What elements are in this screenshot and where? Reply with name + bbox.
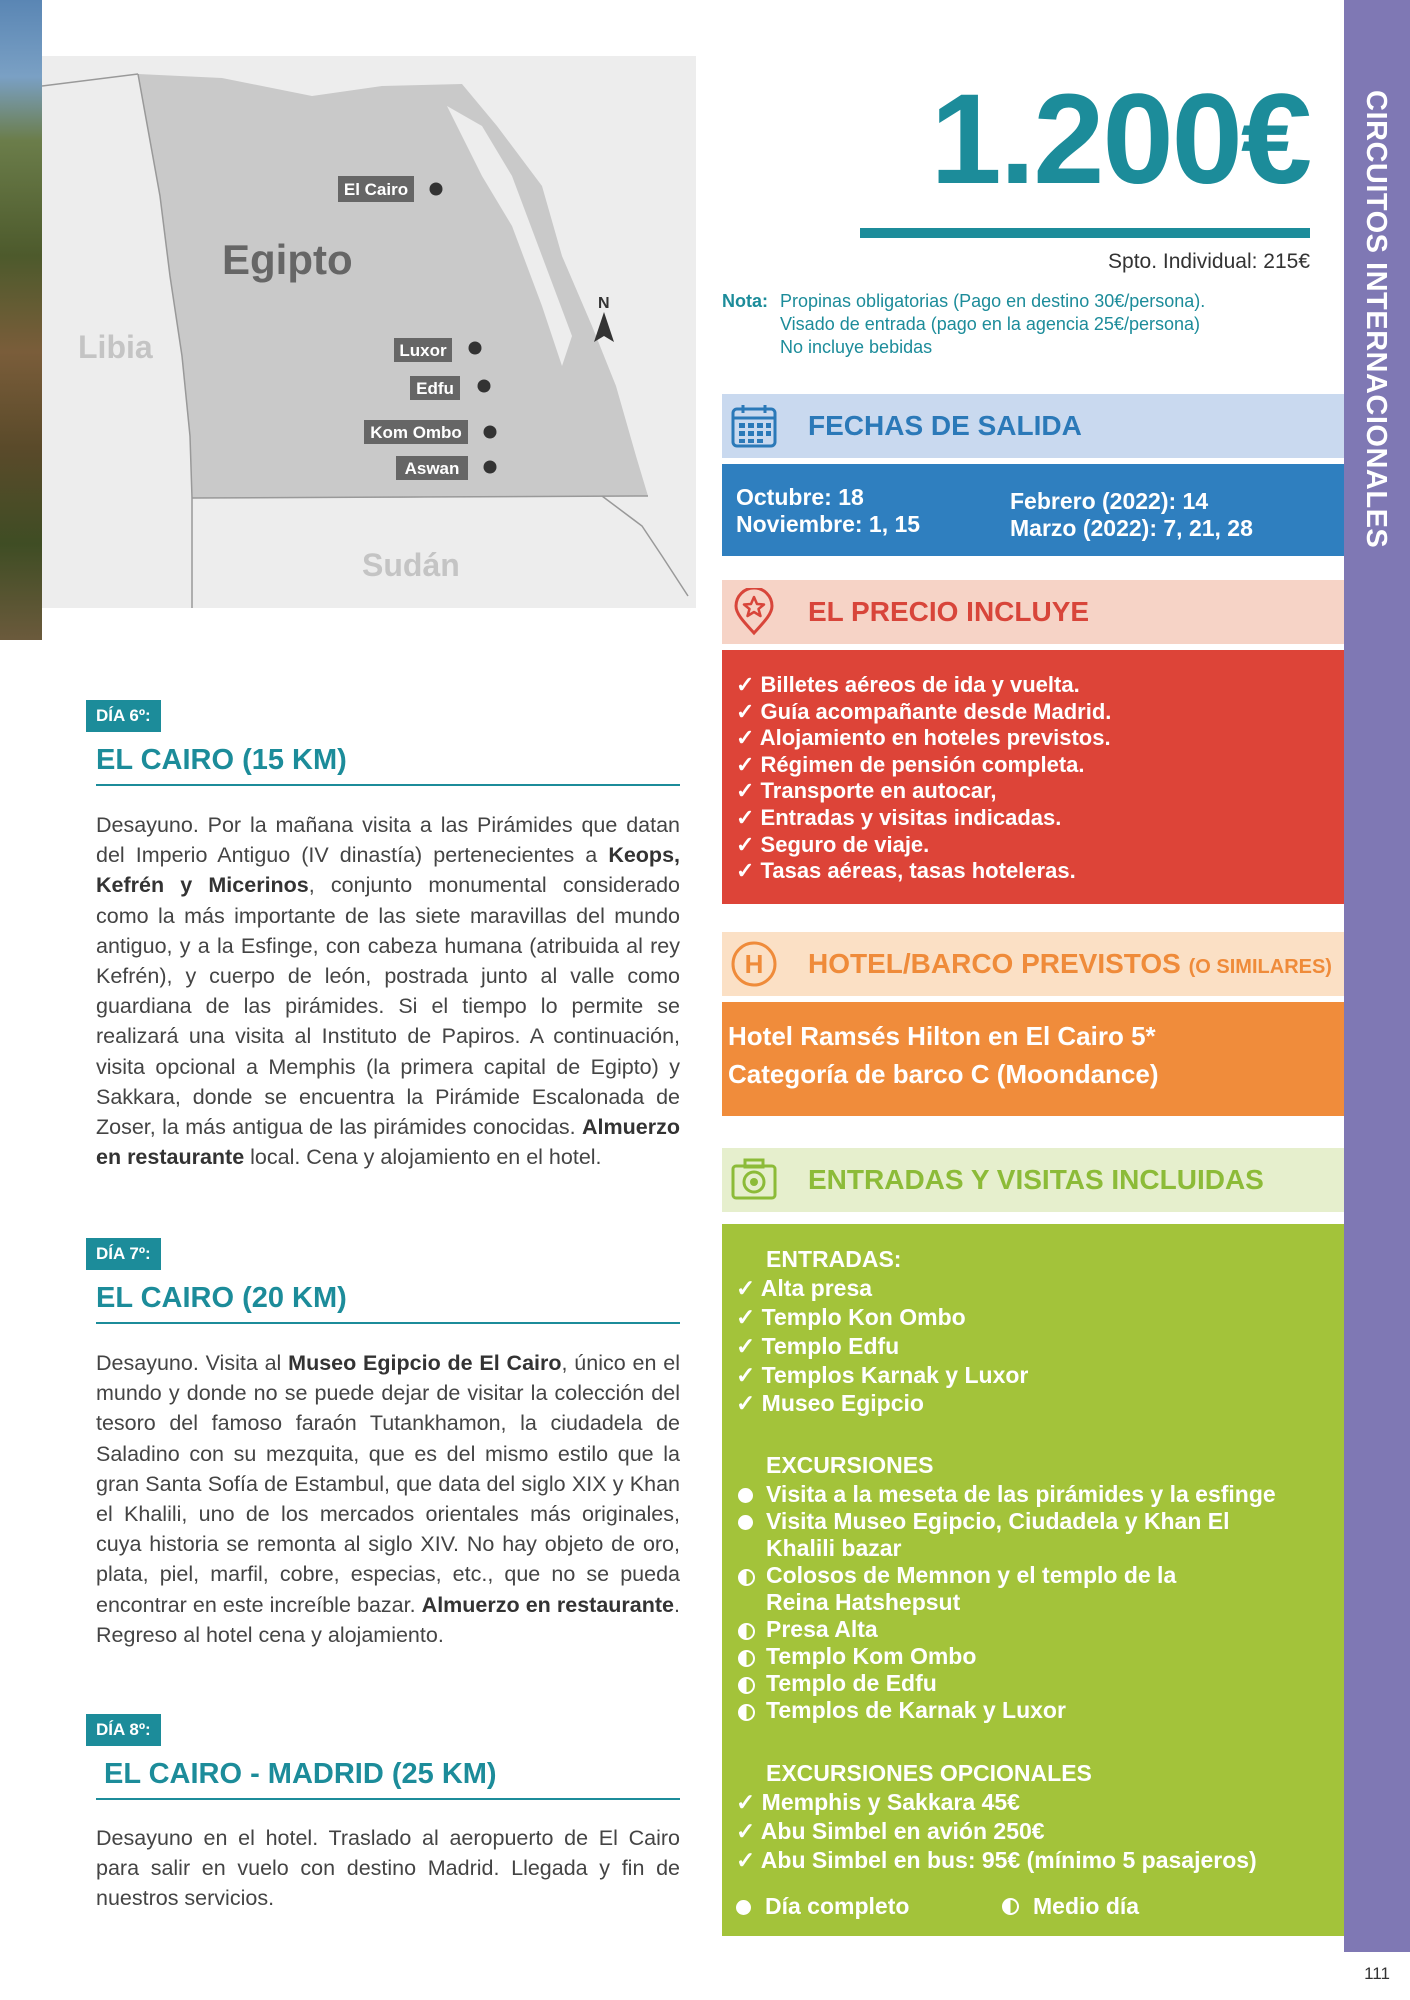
excursion-line: Reina Hatshepsut — [766, 1589, 961, 1615]
svg-text:Edfu: Edfu — [416, 379, 454, 398]
subsection-title: EXCURSIONES — [766, 1452, 934, 1478]
date-line: Noviembre: 1, 15 — [736, 511, 921, 537]
sidebar-label: CIRCUITOS INTERNACIONALES — [1360, 90, 1392, 549]
note-line: No incluye bebidas — [780, 337, 933, 357]
excursion-line: Khalili bazar — [766, 1535, 902, 1561]
day-title: EL CAIRO (15 KM) — [96, 744, 347, 776]
section-title: HOTEL/BARCO PREVISTOS (O SIMILARES) — [808, 948, 1332, 979]
legend-half-day: Medio día — [1002, 1892, 1139, 1920]
excursion-line: Templos de Karnak y Luxor — [766, 1697, 1066, 1723]
note-line: Propinas obligatorias (Pago en destino 30€/persona). — [780, 291, 1206, 311]
half-circle-icon — [738, 1650, 755, 1667]
svg-text:El Cairo: El Cairo — [343, 180, 409, 199]
text-span: , conjunto monumental considerado como la más importante de las siete maravillas del mundo antiguo, y a la Esfinge, con cabeza humana (atribuida al rey Kefrén), y cuerpo de león, postrada junto al valle como guardiana de las pirámides. Si el tiempo lo permite se realizará una visita al Instituto de Papiros. A continuación, visita opcional a Memphis (la primera capital de Egipto) y Sakkara, donde se encuentra la Pirámide Escalonada de Zoser, la más antigua de las pirámides conocidas. — [96, 873, 680, 1140]
subsection-title: EXCURSIONES OPCIONALES — [766, 1760, 1092, 1786]
star-pin-icon — [730, 588, 778, 636]
subsection-title: ENTRADAS: — [766, 1246, 902, 1272]
list-item: ✓ Entradas y visitas indicadas. — [736, 804, 1062, 830]
list-item: ✓ Transporte en autocar, — [736, 778, 997, 804]
day-divider — [96, 1322, 680, 1324]
list-item: ✓ Régimen de pensión completa. — [736, 751, 1085, 777]
price-includes-body — [722, 650, 1344, 904]
day-badge: DÍA 6º: — [86, 700, 161, 732]
section-title: EL PRECIO INCLUYE — [808, 596, 1090, 627]
price-includes-header — [722, 580, 1344, 644]
excursion-line: Visita a la meseta de las pirámides y la esfinge — [766, 1481, 1276, 1507]
hotel-header — [722, 932, 1344, 996]
departure-dates-body — [722, 464, 1344, 556]
excursion-line: Templo Kom Ombo — [766, 1643, 977, 1669]
list-item: ✓ Billetes aéreos de ida y vuelta. — [736, 672, 1080, 697]
map-neighbor-libia: Libia — [78, 329, 153, 365]
list-item: ✓ Seguro de viaje. — [736, 831, 930, 857]
text-span: . Regreso al hotel cena y alojamiento. — [96, 1592, 680, 1647]
day-description — [96, 1348, 680, 1650]
excursion-line: Presa Alta — [766, 1616, 878, 1642]
hotel-body — [722, 1002, 1344, 1116]
section-title: ENTRADAS Y VISITAS INCLUIDAS — [808, 1164, 1264, 1195]
half-circle-icon — [1002, 1898, 1019, 1915]
visits-body — [722, 1224, 1344, 1936]
excursion-line: Templo de Edfu — [766, 1670, 937, 1696]
list-item: ✓ Alojamiento en hoteles previstos. — [736, 725, 1111, 751]
svg-text:H: H — [744, 949, 764, 979]
egypt-map — [42, 56, 696, 608]
day-divider — [96, 784, 680, 786]
day-description — [96, 1823, 680, 1914]
day-description — [96, 810, 680, 1172]
half-circle-icon — [738, 1623, 755, 1640]
list-item: ✓ Templo Kon Ombo — [736, 1304, 966, 1330]
date-line: Octubre: 18 — [736, 484, 864, 510]
map-neighbor-sudan: Sudán — [362, 547, 460, 583]
text-span: , único en el mundo y donde no se puede dejar de visitar la colección del tesoro del famoso faraón Tutankhamon, la ciudadela de Saladino con su mezquita, que es del mismo estilo que la gran Santa Sofía de Estambul, que data del siglo XIX y Khan el Khalili, uno de los mercados orientales más originales, cuya historia se remonta al siglo XIV. No hay objeto de oro, plata, piel, marfil, cobre, especias, etc., que no se pueda encontrar en este increíble bazar. — [96, 1351, 680, 1617]
text-span: Desayuno. Por la mañana visita a las Pirámides que datan del Imperio Antiguo (IV dinastía) pertenecientes a — [96, 813, 680, 868]
list-item: ✓ Memphis y Sakkara 45€ — [736, 1789, 1020, 1815]
svg-text:Luxor: Luxor — [399, 341, 447, 360]
camera-icon — [730, 1156, 778, 1204]
legend-full-day: Día completo — [736, 1892, 909, 1920]
text-span: Desayuno en el hotel. Traslado al aeropuerto de El Cairo para salir en vuelo con destino Madrid. Llegada y fin de nuestros servicios. — [96, 1826, 680, 1911]
single-supplement: Spto. Individual: 215€ — [1108, 250, 1310, 273]
full-circle-icon — [738, 1488, 753, 1503]
day-title: EL CAIRO - MADRID (25 KM) — [104, 1758, 497, 1790]
list-item: ✓ Templos Karnak y Luxor — [736, 1362, 1029, 1388]
list-item: ✓ Templo Edfu — [736, 1333, 900, 1359]
list-item: ✓ Museo Egipcio — [736, 1390, 924, 1416]
day-title: EL CAIRO (20 KM) — [96, 1282, 347, 1314]
photo-strip — [0, 0, 42, 640]
list-item: ✓ Alta presa — [736, 1275, 873, 1301]
date-line: Febrero (2022): 14 — [1010, 488, 1209, 514]
map-country-label: Egipto — [222, 236, 353, 283]
half-circle-icon — [738, 1704, 755, 1721]
bold-text: Almuerzo en restaurante — [96, 1115, 680, 1170]
svg-text:Aswan: Aswan — [404, 459, 460, 478]
note-line: Visado de entrada (pago en la agencia 25€/persona) — [780, 314, 1200, 334]
day-badge: DÍA 8º: — [86, 1714, 161, 1746]
list-item: ✓ Abu Simbel en bus: 95€ (mínimo 5 pasajeros) — [736, 1847, 1257, 1873]
bold-text: Museo Egipcio de El Cairo — [288, 1351, 562, 1375]
excursion-line: Colosos de Memnon y el templo de la — [766, 1562, 1177, 1588]
date-line: Marzo (2022): 7, 21, 28 — [1010, 515, 1253, 541]
text-span: local. Cena y alojamiento en el hotel. — [244, 1145, 602, 1170]
hotel-icon — [730, 940, 778, 988]
section-subtitle: (O SIMILARES) — [1188, 956, 1332, 978]
half-circle-icon — [738, 1569, 755, 1586]
day-badge: DÍA 7º: — [86, 1238, 161, 1270]
list-item: ✓ Abu Simbel en avión 250€ — [736, 1818, 1045, 1844]
full-circle-icon — [736, 1900, 751, 1915]
hotel-line: Hotel Ramsés Hilton en El Cairo 5* — [728, 1021, 1156, 1051]
departure-dates-header — [722, 394, 1344, 458]
price-underline — [860, 228, 1310, 238]
visits-header — [722, 1148, 1344, 1212]
note-label: Nota: — [722, 291, 768, 311]
hotel-line: Categoría de barco C (Moondance) — [728, 1059, 1159, 1089]
list-item: ✓ Guía acompañante desde Madrid. — [736, 698, 1112, 724]
list-item: ✓ Tasas aéreas, tasas hoteleras. — [736, 858, 1076, 884]
text-span: Desayuno. Visita al — [96, 1351, 289, 1375]
compass-label: N — [598, 295, 610, 312]
full-circle-icon — [738, 1515, 753, 1530]
price-amount: 1.200€ — [930, 68, 1310, 211]
svg-text:Kom Ombo: Kom Ombo — [370, 423, 462, 442]
day-divider — [96, 1798, 680, 1800]
calendar-icon — [730, 402, 778, 450]
half-circle-icon — [738, 1677, 755, 1694]
section-title: FECHAS DE SALIDA — [808, 410, 1082, 441]
bold-text: Almuerzo en restaurante — [421, 1592, 675, 1617]
page-number: 111 — [1344, 1952, 1410, 2000]
excursion-line: Visita Museo Egipcio, Ciudadela y Khan El — [766, 1508, 1230, 1534]
bold-text: Keops, Kefrén y Micerinos — [96, 843, 680, 898]
